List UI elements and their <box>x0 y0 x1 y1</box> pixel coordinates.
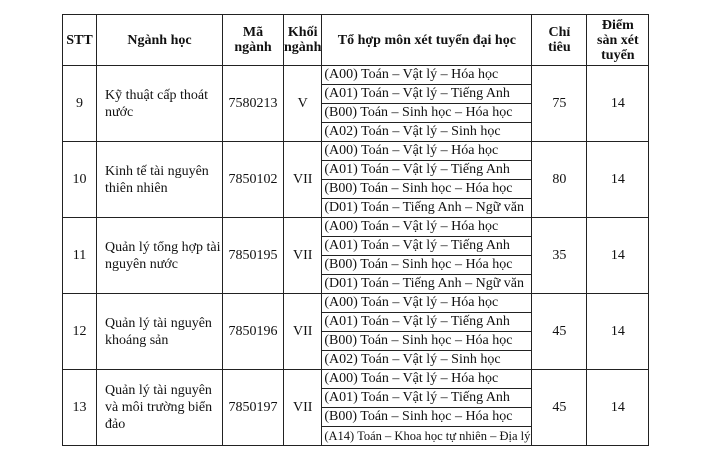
subject-combination: (D01) Toán – Tiếng Anh – Ngữ văn <box>322 199 532 218</box>
table-row <box>63 370 649 389</box>
subject-combination: (A01) Toán – Vật lý – Tiếng Anh <box>322 161 532 180</box>
row-quota: 75 <box>532 66 587 142</box>
row-block: VII <box>284 142 322 218</box>
row-major-name <box>97 66 223 142</box>
row-major-name <box>97 370 223 446</box>
header-quota-line1: Chỉ <box>548 25 571 40</box>
subject-combination: (B00) Toán – Sinh học – Hóa học <box>322 256 532 275</box>
header-score-line1: Điểm <box>601 17 634 33</box>
major-name-line: Quản lý tài nguyên <box>105 383 212 398</box>
subject-combination: (A14) Toán – Khoa học tự nhiên – Địa lý <box>322 427 532 446</box>
subject-combination: (A02) Toán – Vật lý – Sinh học <box>322 123 532 142</box>
subject-combination: (A00) Toán – Vật lý – Hóa học <box>322 66 532 85</box>
row-major-name <box>97 142 223 218</box>
header-quota <box>532 15 587 66</box>
subject-combination: (D01) Toán – Tiếng Anh – Ngữ văn <box>322 275 532 294</box>
table-row <box>63 294 649 313</box>
row-block: VII <box>284 218 322 294</box>
major-name-line: Kỹ thuật cấp thoát <box>105 87 209 103</box>
row-stt: 10 <box>63 142 97 218</box>
row-code: 7850102 <box>223 142 284 218</box>
subject-combination: (A01) Toán – Vật lý – Tiếng Anh <box>322 237 532 256</box>
row-stt: 9 <box>63 66 97 142</box>
major-name-line: đảo <box>105 417 126 432</box>
major-name-line: Quản lý tổng hợp tài <box>105 239 221 255</box>
header-quota-line2: tiêu <box>548 40 571 55</box>
major-name-line: nước <box>105 104 134 120</box>
subject-combination: (B00) Toán – Sinh học – Hóa học <box>322 180 532 199</box>
row-stt: 11 <box>63 218 97 294</box>
subject-combination: (A01) Toán – Vật lý – Tiếng Anh <box>322 313 532 332</box>
table-row <box>63 218 649 237</box>
subject-combination: (A00) Toán – Vật lý – Hóa học <box>322 370 532 389</box>
subject-combination: (A01) Toán – Vật lý – Tiếng Anh <box>322 389 532 408</box>
table-row <box>63 66 649 85</box>
major-name-line: và môi trường biển <box>105 400 213 415</box>
subject-combination: (B00) Toán – Sinh học – Hóa học <box>322 408 532 427</box>
row-block: V <box>284 66 322 142</box>
major-name-line: Quản lý tài nguyên <box>105 315 212 331</box>
header-stt: STT <box>63 15 97 66</box>
row-block: VII <box>284 294 322 370</box>
row-major-name <box>97 294 223 370</box>
row-min-score: 14 <box>587 66 649 142</box>
row-stt: 12 <box>63 294 97 370</box>
table-row <box>63 142 649 161</box>
row-code: 7850195 <box>223 218 284 294</box>
row-quota: 35 <box>532 218 587 294</box>
header-code-line2: ngành <box>234 40 272 55</box>
row-major-name <box>97 218 223 294</box>
header-block <box>284 15 322 66</box>
header-major: Ngành học <box>97 15 223 66</box>
major-name-line: khoáng sản <box>105 332 169 348</box>
header-score-line2: sàn xét <box>597 32 639 48</box>
row-min-score: 14 <box>587 370 649 446</box>
header-score-line3: tuyển <box>601 47 635 63</box>
subject-combination: (B00) Toán – Sinh học – Hóa học <box>322 104 532 123</box>
subject-combination: (B00) Toán – Sinh học – Hóa học <box>322 332 532 351</box>
header-block-line1: Khối <box>287 25 318 40</box>
header-code <box>223 15 284 66</box>
header-combination: Tổ hợp môn xét tuyển đại học <box>322 15 532 66</box>
subject-combination: (A01) Toán – Vật lý – Tiếng Anh <box>322 85 532 104</box>
header-row <box>63 15 649 66</box>
row-code: 7850197 <box>223 370 284 446</box>
row-code: 7580213 <box>223 66 284 142</box>
subject-combination: (A00) Toán – Vật lý – Hóa học <box>322 218 532 237</box>
major-name-line: Kinh tế tài nguyên <box>105 163 209 179</box>
subject-combination: (A02) Toán – Vật lý – Sinh học <box>322 351 532 370</box>
table-body <box>63 66 649 446</box>
major-name-line: thiên nhiên <box>105 180 168 196</box>
admission-table <box>62 14 649 446</box>
header-min-score <box>587 15 649 66</box>
header-block-line2: ngành <box>284 40 322 55</box>
major-name-line: nguyên nước <box>105 256 178 272</box>
header-code-line1: Mã <box>242 25 264 40</box>
row-quota: 45 <box>532 294 587 370</box>
row-code: 7850196 <box>223 294 284 370</box>
subject-combination: (A00) Toán – Vật lý – Hóa học <box>322 294 532 313</box>
row-quota: 45 <box>532 370 587 446</box>
row-min-score: 14 <box>587 294 649 370</box>
row-quota: 80 <box>532 142 587 218</box>
row-stt: 13 <box>63 370 97 446</box>
row-min-score: 14 <box>587 142 649 218</box>
subject-combination: (A00) Toán – Vật lý – Hóa học <box>322 142 532 161</box>
row-block: VII <box>284 370 322 446</box>
row-min-score: 14 <box>587 218 649 294</box>
